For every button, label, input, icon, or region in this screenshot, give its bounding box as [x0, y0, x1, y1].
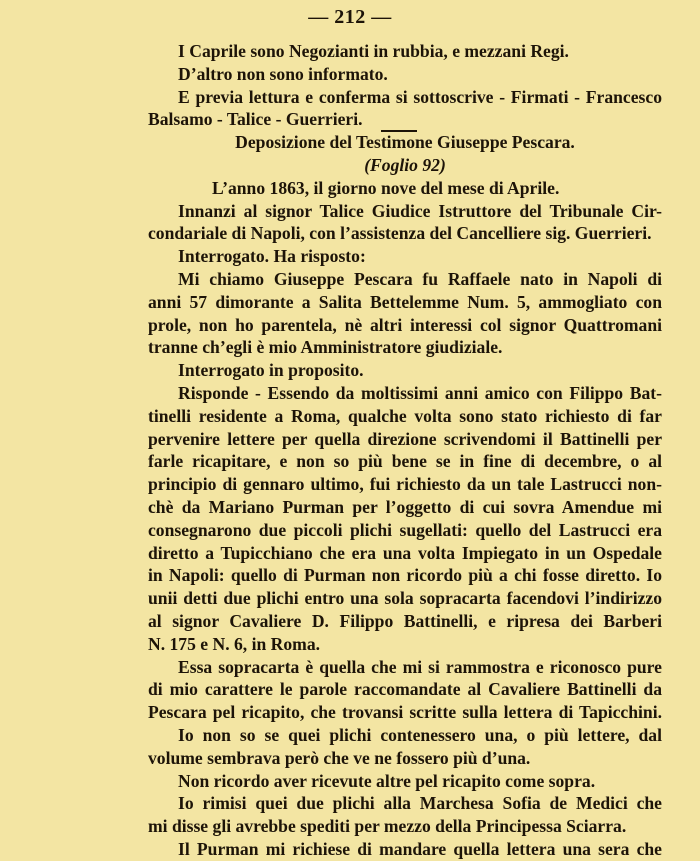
folio-reference: (Foglio 92) — [364, 155, 446, 175]
text-line: tranne ch’egli è mio Amministratore giudiziale. — [148, 337, 503, 358]
text-line: consegnarono due piccoli plichi sugellati: quello del Lastrucci era — [148, 519, 662, 540]
text-line: D’altro non sono informato. — [178, 63, 388, 84]
text-line: I Caprile sono Negozianti in rubbia, e mezzani Regi. — [178, 41, 569, 61]
text-line: chè da Mariano Purman per l’oggetto di cui sovra Amendue mi — [148, 497, 662, 517]
text-line: Essa sopracarta è quella che mi si rammostra e riconosco pure — [178, 656, 662, 677]
text-line: Non ricordo aver ricevute altre pel ricapito come sopra. — [178, 770, 596, 791]
text-line: Pescara pel ricapito, che trovansi scritte sulla lettera di Tapicchini. — [148, 702, 662, 723]
text-line: condariale di Napoli, con l’assistenza del Cancelliere sig. Guerrieri. — [148, 223, 652, 244]
text-line: Io rimisi quei due plichi alla Marchesa Sofia de Medici che — [178, 793, 662, 814]
text-line: Mi chiamo Giuseppe Pescara fu Raffaele nato in Napoli di — [178, 269, 662, 289]
text-line: volume sembrava però che ve ne fossero più d’una. — [148, 747, 531, 768]
text-line: L’anno 1863, il giorno nove del mese di Aprile. — [212, 177, 560, 198]
text-line: mi disse gli avrebbe spediti per mezzo della Principessa Sciarra. — [148, 816, 627, 837]
text-line: in Napoli: quello di Purman non ricordo più a chi fosse diretto. Io — [148, 565, 662, 586]
text-line: diretto a Tupicchiano che era una volta Impiegato in un Ospedale — [148, 542, 662, 563]
text-line: pervenire lettere per quella direzione scrivendomi il Battinelli per — [148, 428, 662, 449]
section-heading: Deposizione del Testimone Giuseppe Pescara. — [235, 132, 575, 153]
text-line: Io non so se quei plichi contenessero una, o più lettere, dal — [178, 725, 662, 745]
text-line: N. 175 e N. 6, in Roma. — [148, 633, 321, 654]
text-line: Balsamo - Talice - Guerrieri. — [148, 109, 363, 130]
text-line: di mio carattere le parole raccomandate al Cavaliere Battinelli da — [148, 679, 662, 700]
text-line: Il Purman mi richiese di mandare quella lettera una sera che — [178, 839, 662, 859]
text-line: E previa lettura e conferma si sottoscrive - Firmati - Francesco — [178, 86, 662, 107]
text-line: principio di gennaro ultimo, fui richiesto da un tale Lastrucci non- — [148, 474, 662, 495]
text-line: Risponde - Essendo da moltissimi anni amico con Filippo Bat- — [178, 383, 662, 403]
text-line: unii detti due plichi entro una sola sopracarta facendovi l’indirizzo — [148, 588, 662, 609]
text-line: Innanzi al signor Talice Giudice Istruttore del Tribunale Cir- — [178, 200, 662, 221]
text-line: prole, non ho parentela, nè altri interessi col signor Quattromani — [148, 314, 662, 335]
text-line: Interrogato in proposito. — [178, 360, 364, 381]
page-number: — 212 — — [308, 6, 392, 28]
text-line: anni 57 dimorante a Salita Bettelemme Num. 5, ammogliato con — [148, 291, 662, 312]
text-line: al signor Cavaliere D. Filippo Battinelli, e ripresa dei Barberi — [148, 611, 662, 631]
text-line: Interrogato. Ha risposto: — [178, 246, 366, 267]
text-line: tinelli residente a Roma, qualche volta sono stato richiesto di far — [148, 405, 662, 426]
text-line: farle ricapitare, e non so più bene se in fine di decembre, o al — [148, 451, 662, 472]
